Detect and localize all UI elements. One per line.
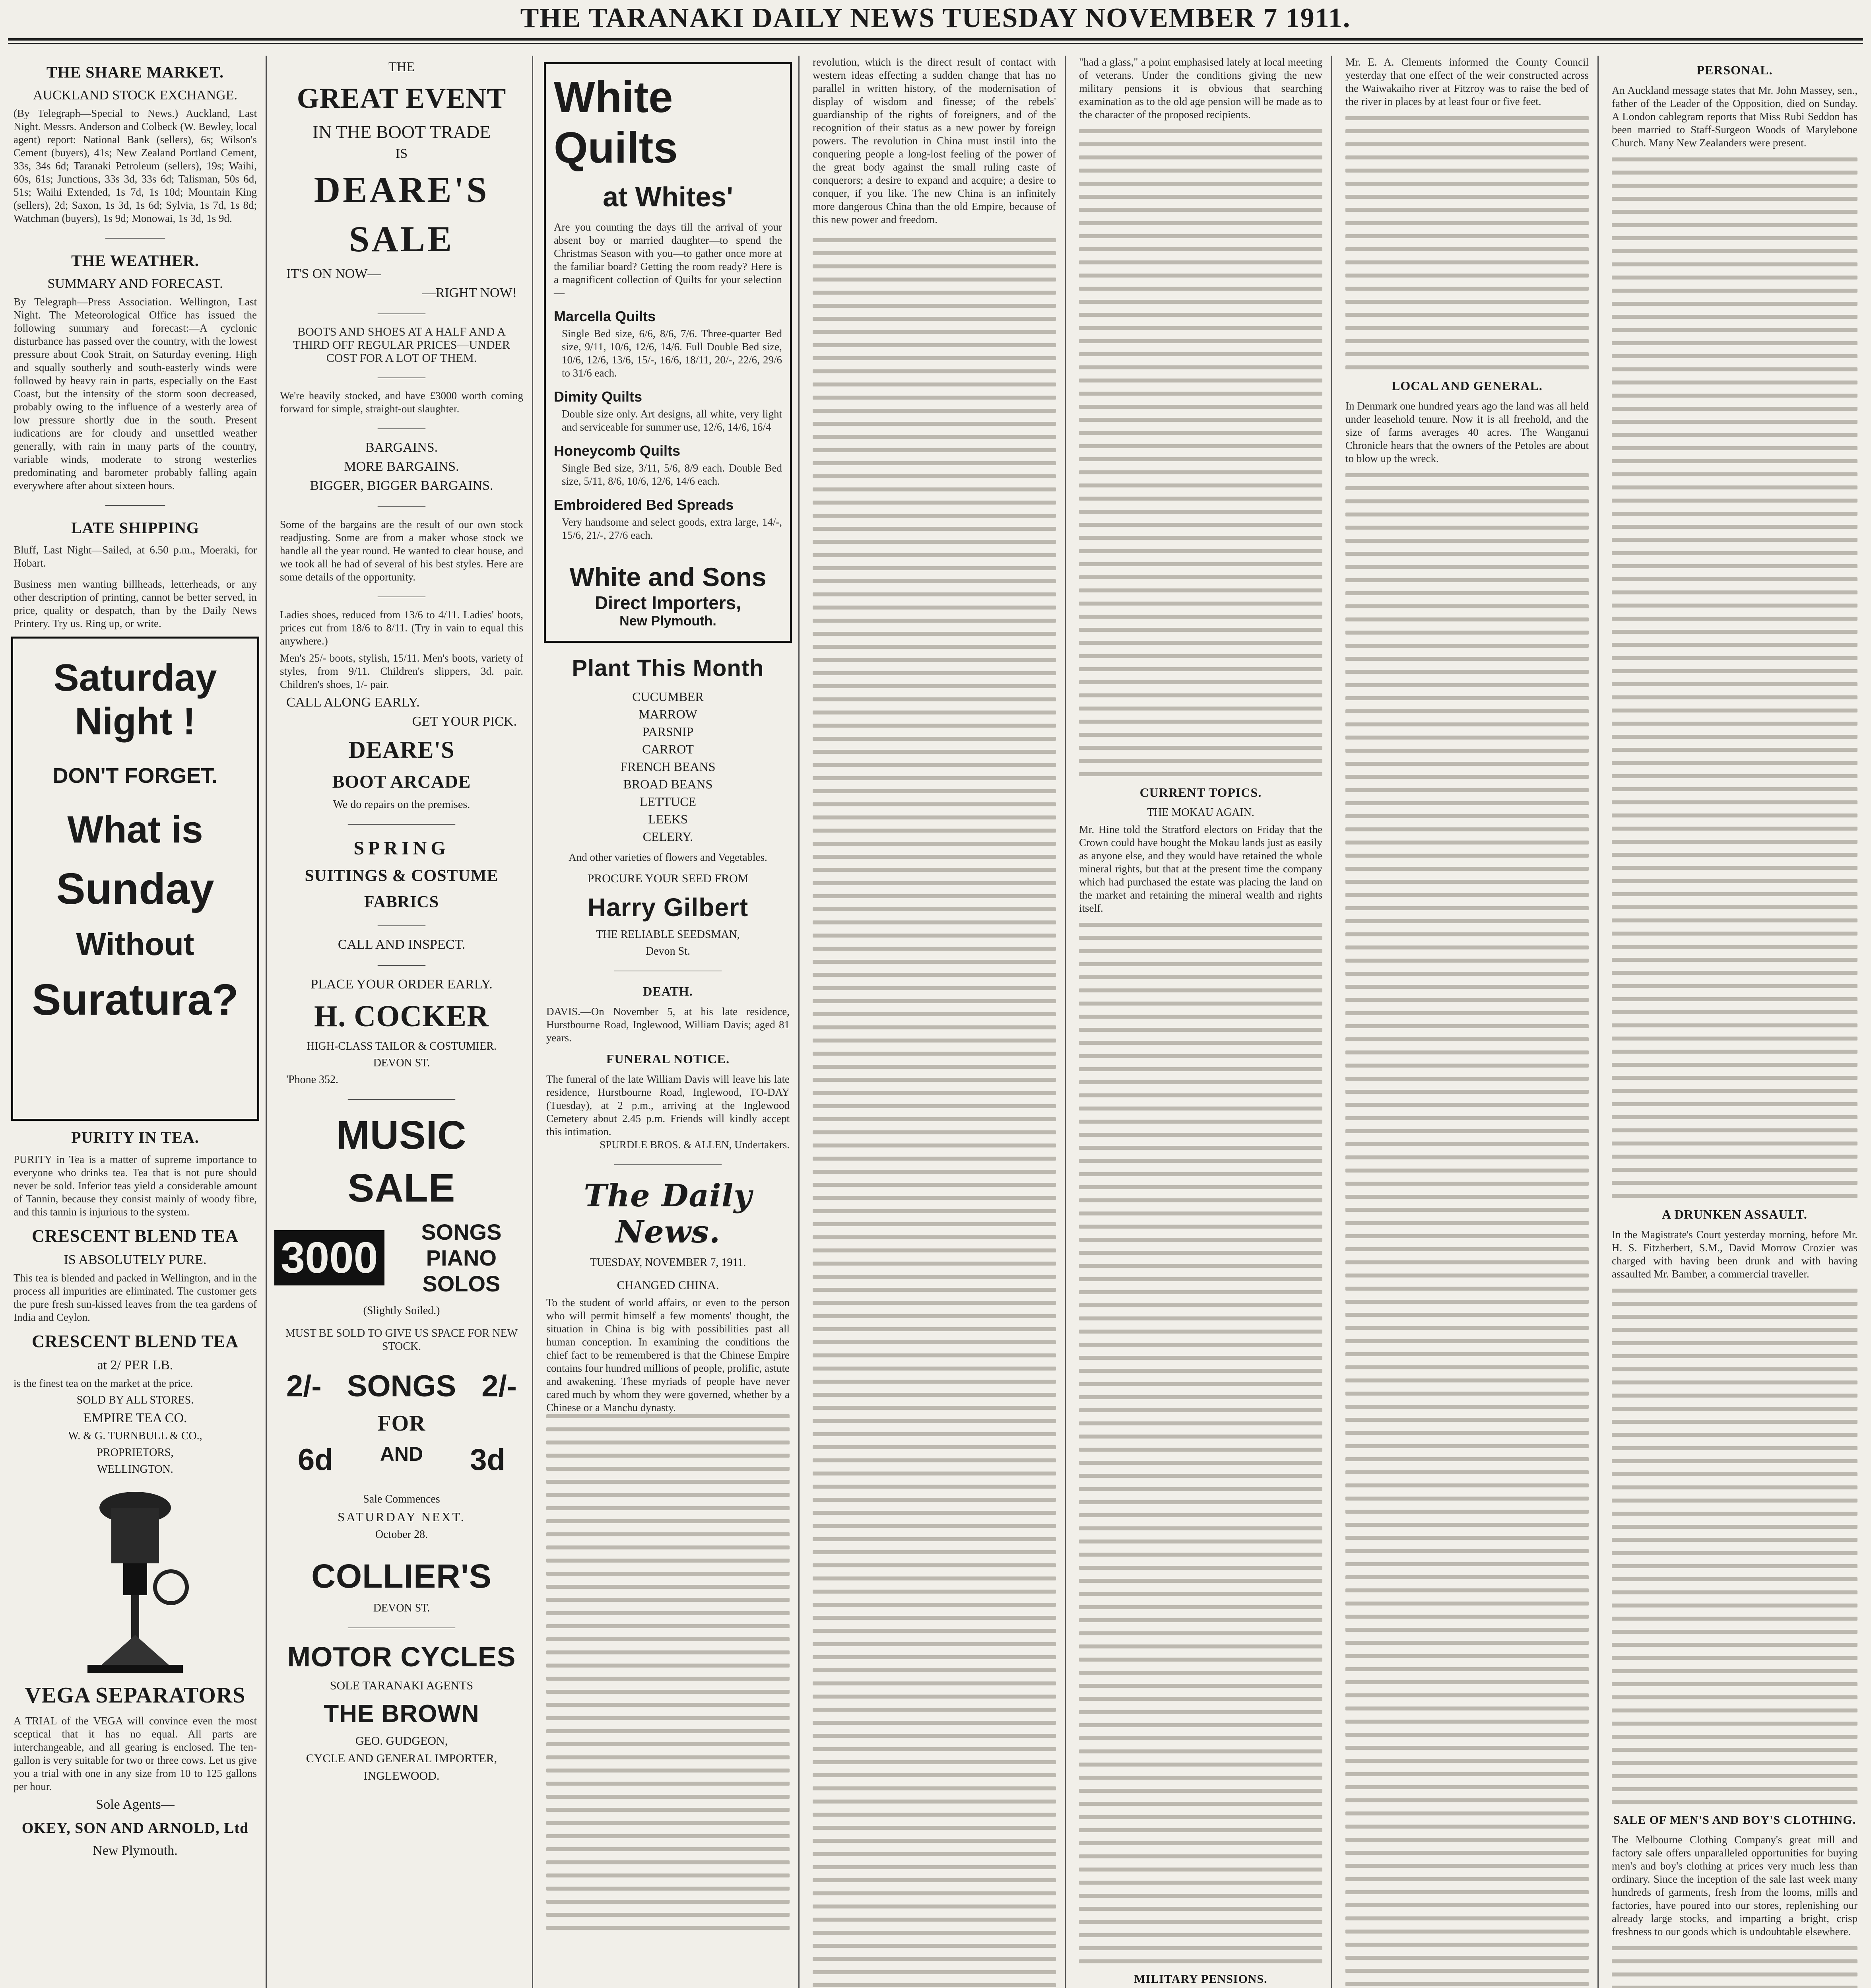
changed-china-text: To the student of world affairs, or even to the person who will permit himself a few moments' thought, the situation in China is big with possibilities past all human conception. In examining the conditions the chief fact to be remembered is that the Chinese Empire contains four hundred millions of people, prolific, astute and awakening. These myriads of people have never cared much by whom they were governed, whether by a Chinese or a Manchu dynasty. [546,1297,790,1413]
weather-text: By Telegraph—Press Association. Wellington, Last Night. The Meteorological Office has issued the following summary and forecast:—A cyclonic disturbance has passed over the country, with the lowest pressure about Cook Strait, on Saturday evening. High and squally southerly and south-easterly winds were followed by heavy rain in parts, especially on the East Coast, but the intensity of the storm soon decreased, probably owing to the influence of a westerly area of low pressure shortly due in the south. Present indications are for cloudy and unsettled weather generally, with rain in many parts of the country, variable winds, moderate to strong westerlies predominating and barometer probably falling again everywhere after about sixteen hours. [14,296,257,491]
deare-the: THE [388,60,415,74]
crescent-blend-title: CRESCENT BLEND TEA [31,1226,239,1246]
deare-stock-text: We're heavily stocked, and have £3000 worth coming forward for simple, straight-out slaughter. [280,390,523,415]
clements-text: Mr. E. A. Clements informed the County Council yesterday that one effect of the weir constructed across the Waiwakaiho river at Fitzroy was to raise the bed of the river in places by at least four or five feet. [1345,56,1589,107]
crescent-blend-sub: IS ABSOLUTELY PURE. [64,1252,207,1267]
changed-china-title: CHANGED CHINA. [617,1279,719,1292]
music-songs-labels [394,1219,529,1297]
clothing-sale-title: SALE OF MEN'S AND BOY'S CLOTHING. [1613,1813,1856,1827]
deare-arcade-1: DEARE'S [348,737,455,763]
share-market-subtitle: AUCKLAND STOCK EXCHANGE. [33,88,238,103]
colliers-name: COLLIER'S [311,1557,492,1595]
cocker-order: PLACE YOUR ORDER EARLY. [311,977,493,992]
article-continuation [1079,923,1322,1963]
quilts-embroidered: Embroidered Bed Spreads [554,497,734,513]
tea-text: PURITY in Tea is a matter of supreme importance to everyone who drinks tea. Tea that is not pure should never be sold. Inferior teas yield a considerable amount of Tannin, because they consist mainly of woody fibre, and this tannin is injurious to the system. [14,1153,257,1218]
plant-item: CUCUMBER [632,689,704,704]
divider: ———— [378,958,425,971]
divider: ————————— [348,817,455,830]
plant-item: MARROW [639,707,697,721]
divider: ————————— [348,1092,455,1105]
deare-some-text: Some of the bargains are the result of our own stock readjusting. Some are from a maker whose stock we handle all the year round. He wanted to clear house, and we took all he had of several of his best styles. Here are some details of the opportunity. [280,518,523,583]
plant-list [541,688,795,845]
tea-company-3: PROPRIETORS, [97,1446,174,1459]
vega-title: VEGA SEPARATORS [25,1683,246,1708]
column-2 [274,56,529,1988]
personal-title: PERSONAL. [1696,63,1773,77]
masthead-rule-thin [8,43,1863,44]
deare-pick: GET YOUR PICK. [412,714,517,729]
article-continuation [813,238,1056,1988]
quilts-embroidered-text: Very handsome and select goods, extra large, 14/-, 15/6, 21/-, 27/6 each. [562,516,782,541]
cocker-tailor: HIGH-CLASS TAILOR & COSTUMIER. [307,1040,497,1052]
deare-mens: Men's 25/- boots, stylish, 15/11. Men's boots, variety of styles, from 9/11. Children's slippers, 3d. pair. Children's shoes, 1/- pair. [280,652,523,690]
divider: ————————— [614,963,722,977]
tea-company-2: W. & G. TURNBULL & CO., [68,1430,202,1442]
deare-is: IS [395,146,408,161]
music-songs-row [274,1219,529,1297]
motor-inglewood: INGLEWOOD. [363,1769,440,1782]
column-1 [8,56,262,1988]
plant-procure: PROCURE YOUR SEED FROM [587,872,749,885]
quilts-at-whites: at Whites' [603,181,733,212]
column-divider [1597,56,1599,1988]
colliers-devon: DEVON ST. [373,1602,430,1614]
plant-item: LEEKS [648,812,688,826]
deare-bargains: BARGAINS. [365,440,438,455]
divider: ———— [378,499,425,512]
plant-item: LETTUCE [639,794,697,809]
deare-boot-trade: IN THE BOOT TRADE [312,122,491,142]
quilts-dimity-text: Double size only. Art designs, all white, very light and serviceable for summer use, 12/6, 14/6, 16/4 [562,408,782,433]
cocker-suitings: SUITINGS & COSTUME [305,867,499,885]
motor-cycle: CYCLE AND GENERAL IMPORTER, [306,1752,497,1765]
gilbert-seedsman: THE RELIABLE SEEDSMAN, [596,928,740,941]
plant-item: BROAD BEANS [623,777,713,791]
tea-title: PURITY IN TEA. [71,1128,199,1146]
article-continuation [1345,473,1589,1988]
vega-agent-name: OKEY, SON AND ARNOLD, Ltd [21,1820,249,1837]
divider: ———— [378,306,425,319]
masthead: THE TARANAKI DAILY NEWS TUESDAY NOVEMBER 7 1911. [520,3,1351,33]
music-songs: SONGS [421,1219,502,1244]
crescent-blend-title-2: CRESCENT BLEND TEA [31,1332,239,1351]
article-continuation [1612,1946,1857,1988]
plant-item: CELERY. [642,829,693,844]
music-price-left: 2/- [286,1369,322,1403]
divider: ———— [378,370,425,383]
music-songs-count: 3000 [274,1230,384,1285]
funeral-title: FUNERAL NOTICE. [606,1052,730,1066]
quilts-honeycomb-text: Single Bed size, 3/11, 5/6, 8/9 each. Double Bed size, 5/11, 8/6, 10/6, 12/6, 14/6 each. [562,462,782,487]
music-price-right: 2/- [481,1369,517,1403]
cocker-fabrics: FABRICS [364,893,439,911]
column-divider [532,56,533,1988]
column-6 [1340,56,1594,1988]
harry-gilbert: Harry Gilbert [587,893,749,922]
cream-separator-icon [64,1484,207,1675]
tea-company: EMPIRE TEA CO. [83,1411,187,1425]
music-three-pence: 3d [470,1443,505,1477]
share-market-title: THE SHARE MARKET. [46,63,224,81]
printery-notice: Business men wanting billheads, letterheads, or any other description of printing, cannot be better served, in price, quality or despatch, than by the Daily News Printery. Try us. Ring up, or write. [14,578,257,629]
china-continued: revolution, which is the direct result of contact with western ideas effecting a sudden change that has no parallel in written history, of the modernisation of display of wisdom and finesse; of the rebels' guardianship of the rights of foreigners, and of the recognition of their status as a new power by foreign powers. The revolution in China must instil into the conquering people a long-lost feeling of the power of the great body against the small ruling caste of conquerors; a desire to expand and acquire; a desire to conquer, if you like. The new China is an infinitely more dangerous China than the old Empire, because of this new power and freedom. [813,56,1056,225]
column-divider [266,56,267,1988]
mokau-title: THE MOKAU AGAIN. [1147,806,1254,819]
masthead-rule [8,38,1863,41]
music-title: MUSIC [336,1113,467,1157]
cocker-phone: 'Phone 352. [286,1074,339,1086]
cocker-call-inspect: CALL AND INSPECT. [338,937,466,952]
quilts-honeycomb: Honeycomb Quilts [554,443,681,459]
daily-news-date: TUESDAY, NOVEMBER 7, 1911. [590,1256,746,1269]
funeral-text: The funeral of the late William Davis will leave his late residence, Hurstbourne Road, Inglewood, TO-DAY (Tuesday), at 2 p.m., arriving at the Inglewood Cemetery about 2.45 p.m. Friends will kindly accept this intimation. [546,1073,790,1138]
vega-town: New Plymouth. [93,1843,178,1858]
motor-gudgeon: GEO. GUDGEON, [355,1734,448,1747]
music-price-row [286,1369,517,1404]
deare-ladies: Ladies shoes, reduced from 13/6 to 4/11. Ladies' boots, prices cut from 18/6 to 8/11. (Try in vain to equal this anywhere.) [280,609,523,647]
vega-text: A TRIAL of the VEGA will convince even the most sceptical that it has no equal. All parts are interchangeable, and all gearing is enclosed. The ten-gallon is very suitable for two or three cows. Let us give you a trial with one in any size from 10 to 125 gallons per hour. [14,1715,257,1792]
music-piano: PIANO SOLOS [422,1245,501,1296]
music-and: AND [380,1443,423,1465]
white-sons-importers: Direct Importers, [594,592,741,613]
weather-subtitle: SUMMARY AND FORECAST. [47,276,223,291]
music-price-songs: SONGS [347,1369,456,1403]
divider: ————————— [614,1157,722,1170]
divider: ———— [378,421,425,434]
quilts-marcella: Marcella Quilts [554,308,656,324]
article-continuation [1612,157,1857,1198]
plant-item: FRENCH BEANS [620,759,716,774]
glass-text: "had a glass," a point emphasised lately at local meeting of veterans. Under the conditions giving the new military pensions it is obvious that searching examination as to the old age pension will be made as to the character of the proposed recipients. [1079,56,1322,120]
music-soiled: (Slightly Soiled.) [363,1305,440,1317]
deare-call: CALL ALONG EARLY. [286,695,420,710]
music-date: October 28. [375,1528,428,1541]
music-saturday: SATURDAY NEXT. [338,1510,466,1524]
divider: ————— [105,231,165,244]
cocker-spring: SPRING [353,838,450,859]
column-4 [807,56,1062,1988]
suratura-line-1: Saturday [53,656,217,699]
deare-boots: BOOTS AND SHOES AT A HALF AND A THIRD OFF REGULAR PRICES—UNDER COST FOR A LOT OF THEM. [293,325,510,365]
cocker-devon: DEVON ST. [373,1057,430,1069]
deare-great-event: GREAT EVENT [297,82,507,114]
column-3 [541,56,795,1988]
divider: ———— [378,589,425,602]
clothing-sale-text: The Melbourne Clothing Company's great mill and factory sale offers unparalleled opportunities for buying men's and boy's clothing at prices very much less than ordinary. Since the inception of the sale last week many hundreds of garments, fresh from the looms, mills and factories, have poured into our stores, replenishing our already large stocks, and imparting a bright, crisp freshness to our goods which is undoubtable elsewhere. [1612,1834,1857,1938]
deare-now: IT'S ON NOW— [286,266,381,281]
quilts-dimity: Dimity Quilts [554,388,642,405]
deare-arcade-2: BOOT ARCADE [332,771,471,792]
column-5 [1073,56,1328,1988]
column-divider [798,56,800,1988]
column-divider [1331,56,1332,1988]
current-topics-title: CURRENT TOPICS. [1139,785,1262,800]
column-divider [1065,56,1066,1988]
funeral-undertakers: SPURDLE BROS. & ALLEN, Undertakers. [600,1139,790,1151]
share-market-text: (By Telegraph—Special to News.) Auckland, Last Night. Messrs. Anderson and Colbeck (W. Bewley, local agent) report: National Bank (sellers), 6s; Wilson's Cement (buyers), 41s; New Zealand Portland Cement, 33s, 34s 6d; Taranaki Petroleum (sellers), 19s; Waihi, 60s, 61s; Junctions, 33s 3d, 33s 6d; Talisman, 50s 6d, 51s; Waihi Extended, 1s 7d, 1s 10d; Mountain King (sellers), 2d; Saxon, 1s 3d, 1s 6d; Sylvia, 1s 7d, 1s 8d; Watchman (buyers), 1s 9d; Monowai, 1s 3d, 1s 9d. [14,107,257,224]
deare-repairs: We do repairs on the premises. [333,798,470,811]
motor-cycles: MOTOR CYCLES [287,1641,516,1672]
plant-item: PARSNIP [642,724,694,739]
divider: ———— [378,918,425,931]
suratura-line-7: Suratura? [32,975,239,1024]
cocker-name: H. COCKER [314,1000,489,1033]
column-7 [1606,56,1863,1988]
music-sale-commences: Sale Commences [363,1493,440,1505]
white-quilts-ad [544,62,792,643]
crescent-blend-price-text: is the finest tea on the market at the price. [14,1377,193,1389]
military-pensions-title: MILITARY PENSIONS. [1134,1972,1267,1986]
suratura-line-5: Sunday [56,864,214,913]
white-sons-np: New Plymouth. [619,613,716,629]
plant-title: Plant This Month [572,655,764,681]
quilts-quilts: Quilts [554,123,678,172]
music-for: FOR [377,1411,426,1436]
crescent-blend-price: at 2/ PER LB. [97,1358,173,1373]
deare-more-bargains: MORE BARGAINS. [344,459,459,474]
death-title: DEATH. [643,984,693,998]
motor-brown: THE BROWN [324,1700,479,1728]
suratura-line-4: What is [67,808,203,851]
motor-sole: SOLE TARANAKI AGENTS [330,1679,474,1692]
gilbert-devon: Devon St. [646,945,690,957]
local-general-title: LOCAL AND GENERAL. [1392,379,1543,393]
deare-sale: SALE [349,219,454,259]
quilts-marcella-text: Single Bed size, 6/6, 8/6, 7/6. Three-quarter Bed size, 9/11, 10/6, 12/6, 14/6. Full Double Bed size, 10/6, 12/6, 13/6, 15/-, 16/6, 18/11, 20/-, 22/6, 29/6 to 31/6 each. [562,328,782,379]
deare-right-now: —RIGHT NOW! [422,285,517,300]
weather-title: THE WEATHER. [71,252,199,270]
article-continuation [1345,116,1589,369]
suratura-line-3: DON'T FORGET. [52,764,218,788]
deare-bigger-bargains: BIGGER, BIGGER BARGAINS. [310,478,493,493]
quilts-white: White [554,73,673,122]
white-sons-name: White and Sons [569,562,767,592]
suratura-ad [11,637,259,1121]
death-text: DAVIS.—On November 5, at his late residence, Hurstbourne Road, Inglewood, William Davis; aged 81 years. [546,1006,790,1044]
music-six-pence: 6d [298,1443,333,1477]
tea-sold-by: SOLD BY ALL STORES. [76,1394,194,1406]
music-price-row-2 [274,1442,529,1477]
shipping-text: Bluff, Last Night—Sailed, at 6.50 p.m., Moeraki, for Hobart. [14,544,257,569]
local-general-text: In Denmark one hundred years ago the land was all held under leasehold tenure. Now it is all freehold, and the size of farms averages 40 acres. The Wanganui Chronicle hears that the owners of the Petoles are about to blow up the wreck. [1345,400,1589,464]
plant-others: And other varieties of flowers and Vegetables. [569,851,767,863]
quilts-intro: Are you counting the days till the arrival of your absent boy or married daughter—to spend the Christmas Season with you—to gather once more at the familiar board? Getting the room ready? Here is a magnificent collection of Quilts for your selection— [554,221,782,299]
article-continuation [546,1414,790,1930]
tea-city: WELLINGTON. [97,1463,173,1475]
drunken-assault-text: In the Magistrate's Court yesterday morning, before Mr. H. S. Fitzherbert, S.M., David Morrow Crozier was charged with having been drunk and with having assaulted Mr. Bamber, a commercial traveller. [1612,1229,1857,1280]
daily-news-title: The Daily News. [584,1178,752,1250]
crescent-blend-text: This tea is blended and packed in Wellington, and in the process all impurities are eliminated. The customer gets the pure fresh sun-kissed leaves from the tea gardens of India and Ceylon. [14,1272,257,1323]
article-continuation [1079,129,1322,776]
vega-agents: Sole Agents— [96,1797,175,1812]
suratura-line-6: Without [76,926,194,962]
personal-text: An Auckland message states that Mr. John Massey, sen., father of the Leader of the Opposition, died on Sunday. A London cablegram reports that Miss Rubi Seddon has been married to Staff-Surgeon Woods of Marylebone Church. Many New Zealanders were present. [1612,84,1857,149]
music-must: MUST BE SOLD TO GIVE US SPACE FOR NEW STOCK. [285,1327,518,1353]
drunken-assault-title: A DRUNKEN ASSAULT. [1662,1207,1807,1221]
divider: ————— [105,498,165,511]
suratura-line-2: Night ! [75,700,196,743]
mokau-text: Mr. Hine told the Stratford electors on Friday that the Crown could have bought the Mokau lands just as easily as anyone else, and they would have retained the whole mineral rights, but that at the present time the company which had purchased the estate was placing the land on the market and retaining the mineral wealth and rights itself. [1079,823,1322,914]
deare-name: DEARE'S [314,169,489,210]
shipping-title: LATE SHIPPING [71,519,200,537]
divider: ————————— [348,1620,455,1633]
music-sale: SALE [347,1166,456,1210]
plant-item: CARROT [642,742,694,756]
article-continuation [1612,1289,1857,1804]
